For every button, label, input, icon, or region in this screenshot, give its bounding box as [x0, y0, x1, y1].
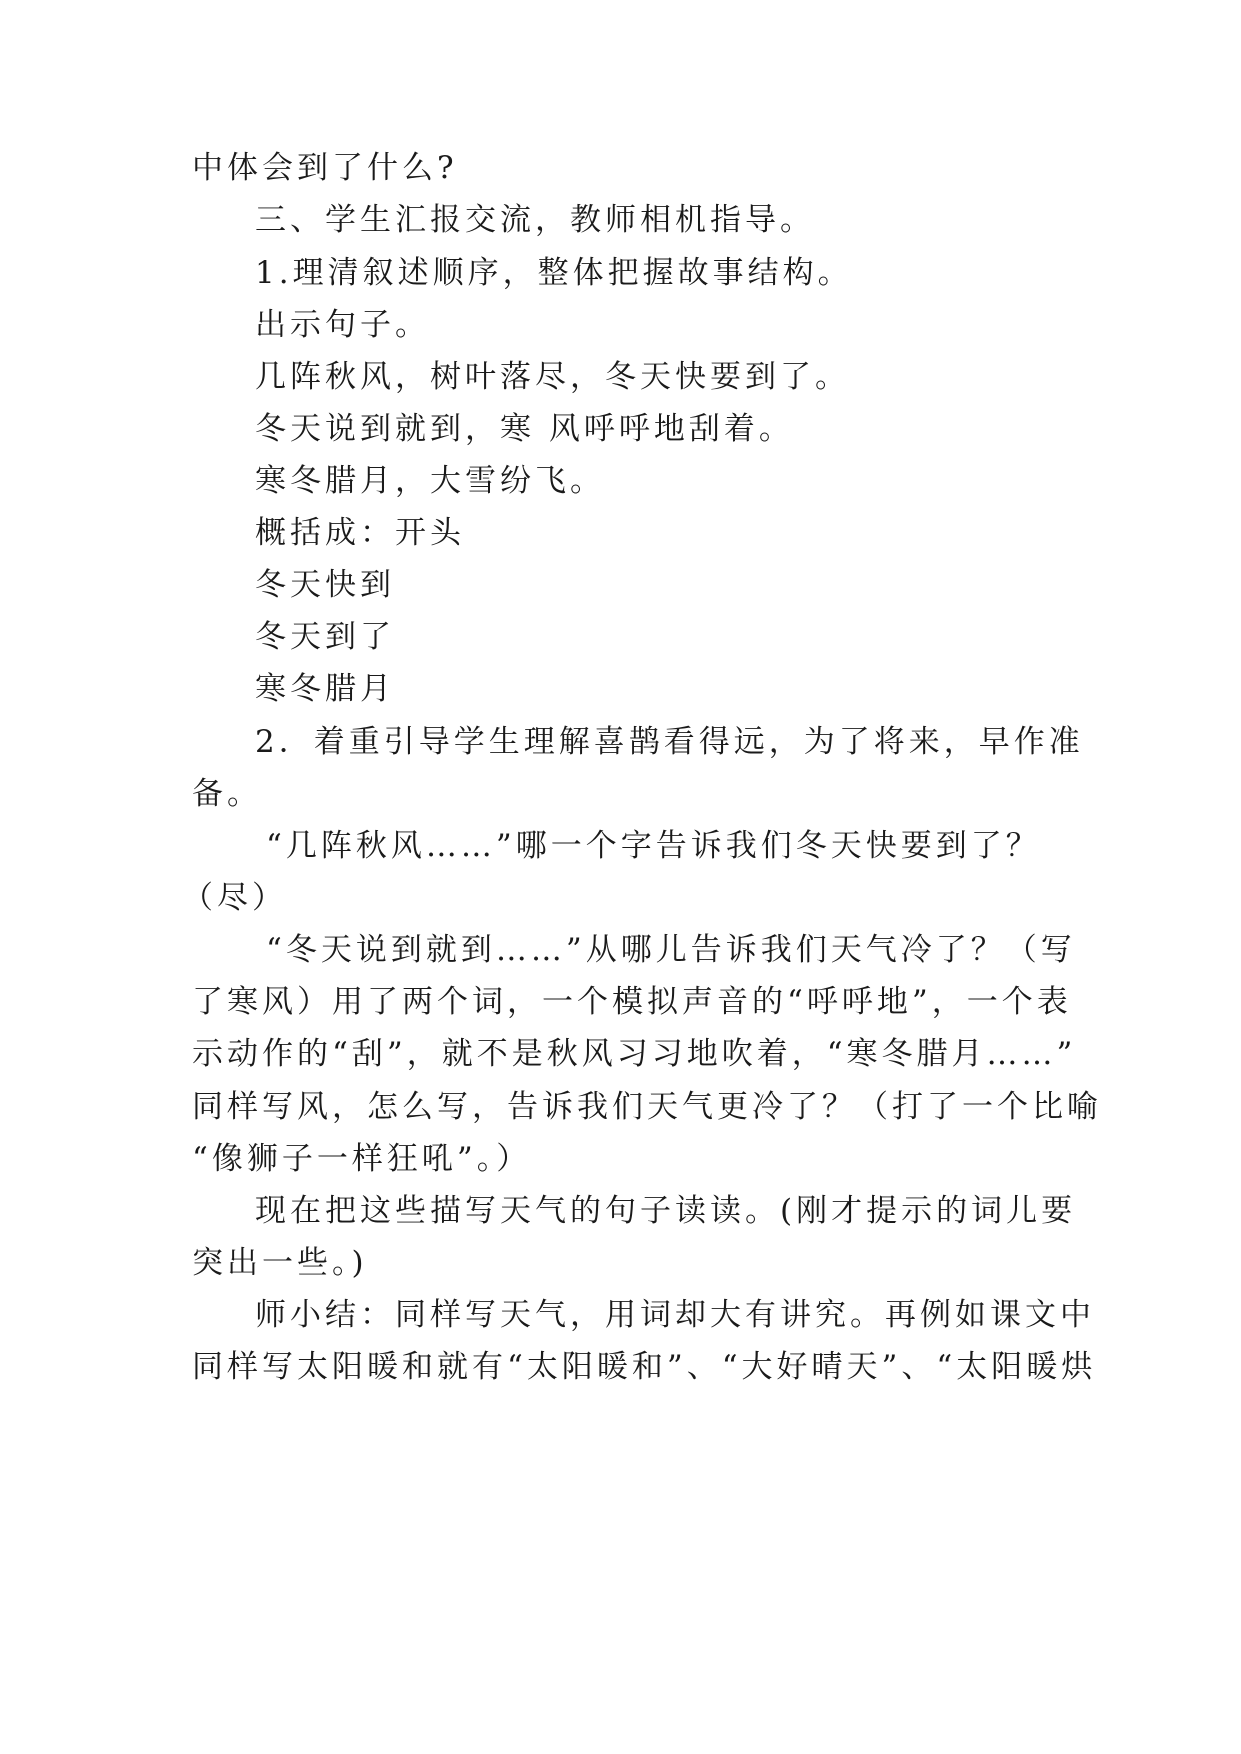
text-line: 同样写太阳暖和就有“太阳暖和”、“大好晴天”、“太阳暖烘	[192, 1349, 1097, 1385]
text-line: 寒冬腊月	[255, 671, 395, 707]
text-line: 几阵秋风，树叶落尽，冬天快要到了。	[255, 359, 850, 395]
text-line: “像狮子一样狂吼”。）	[192, 1141, 532, 1177]
text-line: 寒冬腊月，大雪纷飞。	[255, 463, 605, 499]
text-line: 冬天说到就到，寒 风呼呼地刮着。	[255, 411, 794, 447]
text-line: 备。	[192, 776, 262, 812]
text-line: 出示句子。	[255, 307, 430, 343]
text-line: “几阵秋风……”哪一个字告诉我们冬天快要到了？	[266, 828, 1041, 864]
text-line: 中体会到了什么?	[192, 150, 458, 186]
text-line: 师小结：同样写天气，用词却大有讲究。再例如课文中	[255, 1297, 1095, 1333]
text-line: “冬天说到就到……”从哪儿告诉我们天气冷了？（写	[266, 932, 1076, 968]
numbered-item: 1.理清叙述顺序，整体把握故事结构。	[255, 255, 853, 291]
text-line: 冬天快到	[255, 567, 395, 603]
text-line: 概括成：开头	[255, 515, 465, 551]
text-line: 现在把这些描写天气的句子读读。(刚才提示的词儿要	[255, 1193, 1077, 1229]
text-line: 了寒风）用了两个词，一个模拟声音的“呼呼地”，一个表	[192, 984, 1072, 1020]
section-heading: 三、学生汇报交流，教师相机指导。	[255, 202, 815, 238]
text-line: （尽）	[182, 880, 287, 916]
text-line: 示动作的“刮”，就不是秋风习习地吹着，“寒冬腊月……”	[192, 1036, 1077, 1072]
numbered-item: 2．着重引导学生理解喜鹊看得远，为了将来，早作准	[255, 724, 1084, 760]
text-line: 突出一些。)	[192, 1245, 368, 1281]
text-line: 冬天到了	[255, 619, 395, 655]
text-line: 同样写风，怎么写，告诉我们天气更冷了？（打了一个比喻	[192, 1089, 1102, 1125]
